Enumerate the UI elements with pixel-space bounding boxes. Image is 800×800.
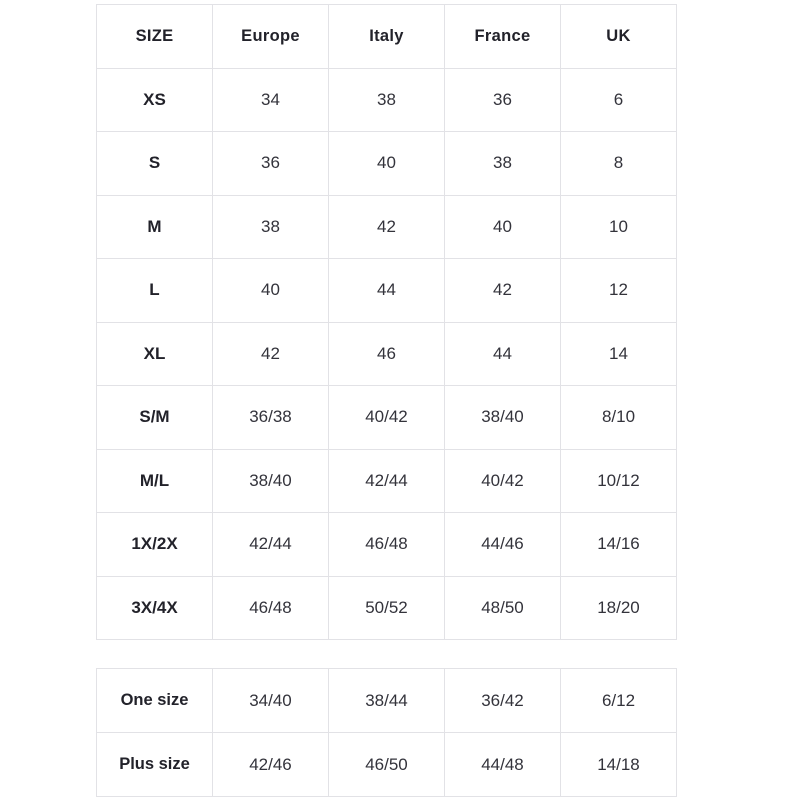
table-cell: 38 — [445, 132, 561, 196]
table-cell: 34 — [213, 68, 329, 132]
table-cell: 14 — [561, 322, 677, 386]
table-cell: 10/12 — [561, 449, 677, 513]
table-cell: 50/52 — [329, 576, 445, 640]
table-cell: 46/50 — [329, 733, 445, 797]
one-size-plus-size-table — [96, 668, 677, 797]
row-label: XL — [97, 322, 213, 386]
row-label: M/L — [97, 449, 213, 513]
table-cell: 40/42 — [329, 386, 445, 450]
table-cell: 44 — [329, 259, 445, 323]
table-cell: 34/40 — [213, 669, 329, 733]
column-header-europe: Europe — [213, 5, 329, 69]
table-row — [97, 386, 677, 450]
table-cell: 36 — [213, 132, 329, 196]
column-header-size: SIZE — [97, 5, 213, 69]
table-cell: 46/48 — [213, 576, 329, 640]
table-cell: 10 — [561, 195, 677, 259]
table-cell: 8 — [561, 132, 677, 196]
table-header-row — [97, 5, 677, 69]
table-cell: 42 — [445, 259, 561, 323]
table-row — [97, 576, 677, 640]
table-row — [97, 259, 677, 323]
table-cell: 40/42 — [445, 449, 561, 513]
table-cell: 42 — [213, 322, 329, 386]
table-cell: 38 — [329, 68, 445, 132]
table-cell: 36/42 — [445, 669, 561, 733]
size-conversion-table — [96, 4, 677, 640]
row-label: 1X/2X — [97, 513, 213, 577]
row-label: M — [97, 195, 213, 259]
table-cell: 46 — [329, 322, 445, 386]
table-cell: 38/44 — [329, 669, 445, 733]
table-cell: 38/40 — [213, 449, 329, 513]
row-label: XS — [97, 68, 213, 132]
table-row — [97, 733, 677, 797]
table-cell: 8/10 — [561, 386, 677, 450]
column-header-italy: Italy — [329, 5, 445, 69]
row-label: L — [97, 259, 213, 323]
table-cell: 12 — [561, 259, 677, 323]
table-cell: 40 — [329, 132, 445, 196]
table-cell: 44/46 — [445, 513, 561, 577]
column-header-uk: UK — [561, 5, 677, 69]
table-cell: 36/38 — [213, 386, 329, 450]
table-cell: 36 — [445, 68, 561, 132]
table-cell: 44 — [445, 322, 561, 386]
table-cell: 38 — [213, 195, 329, 259]
table-row — [97, 195, 677, 259]
table-cell: 42 — [329, 195, 445, 259]
table-cell: 48/50 — [445, 576, 561, 640]
table-cell: 42/44 — [329, 449, 445, 513]
table-row — [97, 669, 677, 733]
table-row — [97, 132, 677, 196]
table-cell: 18/20 — [561, 576, 677, 640]
row-label: S/M — [97, 386, 213, 450]
table-cell: 6 — [561, 68, 677, 132]
row-label: S — [97, 132, 213, 196]
table-cell: 38/40 — [445, 386, 561, 450]
table-cell: 44/48 — [445, 733, 561, 797]
table-cell: 46/48 — [329, 513, 445, 577]
table-cell: 14/16 — [561, 513, 677, 577]
table-row — [97, 322, 677, 386]
table-row — [97, 68, 677, 132]
table-cell: 40 — [445, 195, 561, 259]
table-cell: 6/12 — [561, 669, 677, 733]
table-cell: 14/18 — [561, 733, 677, 797]
row-label: 3X/4X — [97, 576, 213, 640]
row-label: Plus size — [97, 733, 213, 797]
column-header-france: France — [445, 5, 561, 69]
table-cell: 40 — [213, 259, 329, 323]
table-cell: 42/44 — [213, 513, 329, 577]
row-label: One size — [97, 669, 213, 733]
table-cell: 42/46 — [213, 733, 329, 797]
table-row — [97, 513, 677, 577]
table-row — [97, 449, 677, 513]
